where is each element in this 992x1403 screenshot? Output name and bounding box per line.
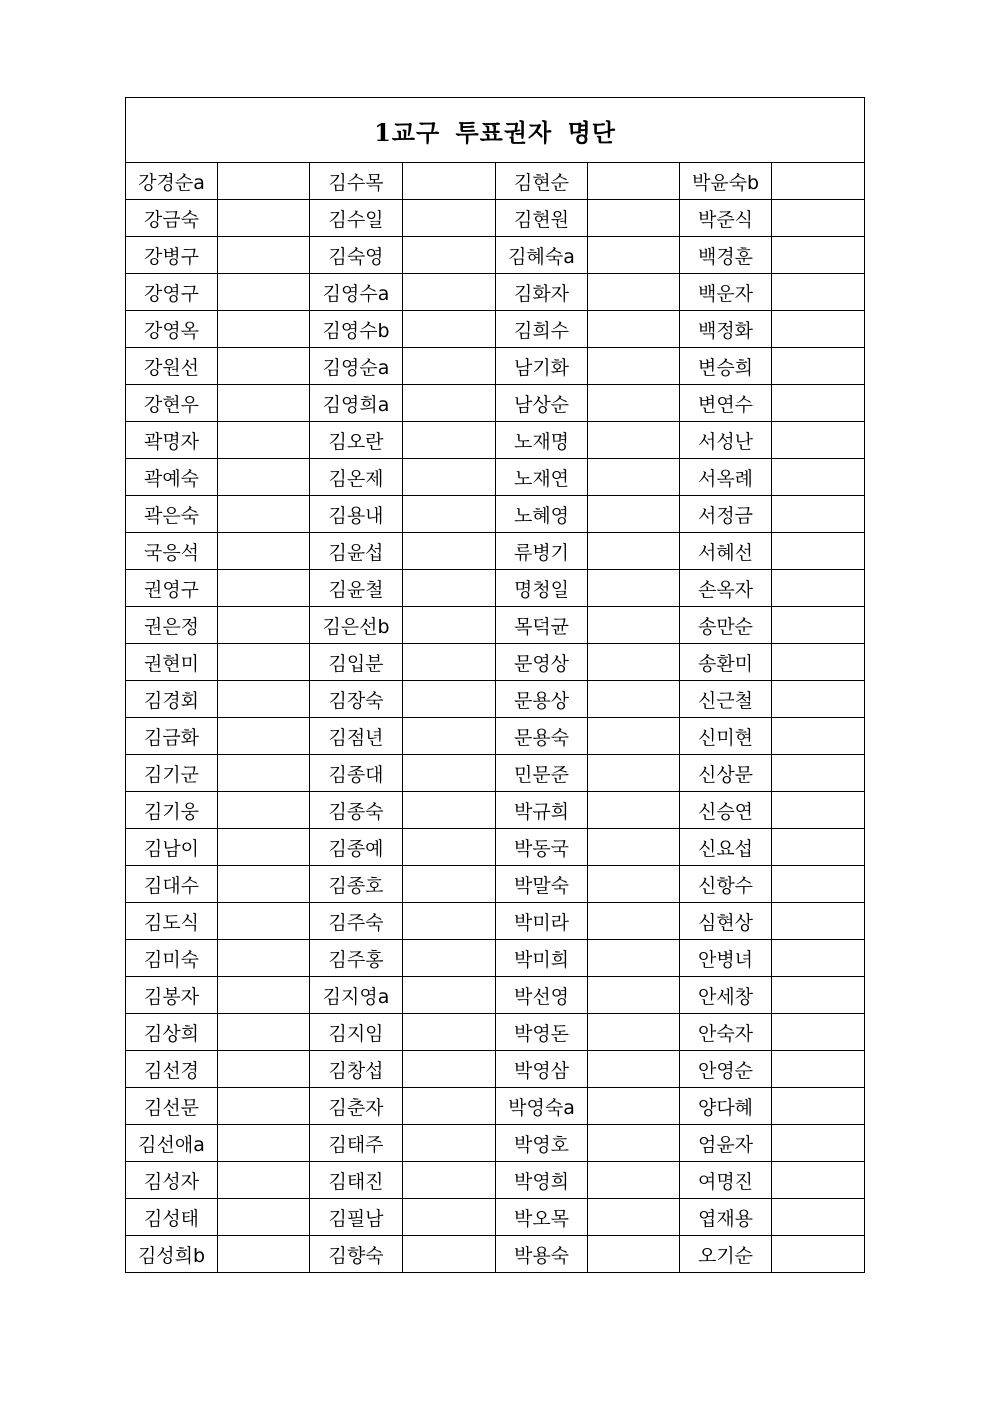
vote-mark-cell	[772, 348, 865, 385]
vote-mark-cell	[772, 681, 865, 718]
voter-name-cell: 김상희	[126, 1014, 218, 1051]
voter-name-cell: 강원선	[126, 348, 218, 385]
vote-mark-cell	[403, 570, 496, 607]
vote-mark-cell	[772, 1014, 865, 1051]
voter-name-cell: 엄윤자	[680, 1125, 772, 1162]
table-row	[126, 1014, 865, 1051]
voter-name-cell: 김영수b	[310, 311, 403, 348]
vote-mark-cell	[403, 607, 496, 644]
roster-title: 1교구 투표권자 명단	[126, 98, 865, 163]
voter-name-cell: 김대수	[126, 866, 218, 903]
vote-mark-cell	[218, 829, 310, 866]
vote-mark-cell	[772, 274, 865, 311]
table-row	[126, 533, 865, 570]
voter-name-cell: 김미숙	[126, 940, 218, 977]
voter-name-cell: 김윤철	[310, 570, 403, 607]
vote-mark-cell	[218, 1125, 310, 1162]
voter-name-cell: 김선경	[126, 1051, 218, 1088]
vote-mark-cell	[588, 940, 680, 977]
voter-name-cell: 서성난	[680, 422, 772, 459]
voter-name-cell: 오기순	[680, 1236, 772, 1273]
voter-name-cell: 문용숙	[496, 718, 588, 755]
voter-name-cell: 곽명자	[126, 422, 218, 459]
vote-mark-cell	[588, 755, 680, 792]
vote-mark-cell	[588, 459, 680, 496]
vote-mark-cell	[218, 1236, 310, 1273]
voter-name-cell: 김현원	[496, 200, 588, 237]
vote-mark-cell	[772, 1236, 865, 1273]
voter-name-cell: 민문준	[496, 755, 588, 792]
vote-mark-cell	[218, 940, 310, 977]
table-row	[126, 792, 865, 829]
vote-mark-cell	[403, 274, 496, 311]
voter-name-cell: 김주숙	[310, 903, 403, 940]
voter-name-cell: 김남이	[126, 829, 218, 866]
voter-name-cell: 안병녀	[680, 940, 772, 977]
voter-name-cell: 박동국	[496, 829, 588, 866]
table-row	[126, 311, 865, 348]
vote-mark-cell	[218, 1088, 310, 1125]
voter-name-cell: 엽재용	[680, 1199, 772, 1236]
voter-name-cell: 김종호	[310, 866, 403, 903]
voter-name-cell: 김성자	[126, 1162, 218, 1199]
vote-mark-cell	[588, 607, 680, 644]
voter-name-cell: 손옥자	[680, 570, 772, 607]
table-row	[126, 200, 865, 237]
vote-mark-cell	[772, 644, 865, 681]
voter-name-cell: 김태진	[310, 1162, 403, 1199]
table-row	[126, 755, 865, 792]
voter-name-cell: 문용상	[496, 681, 588, 718]
vote-mark-cell	[772, 1088, 865, 1125]
table-row	[126, 1051, 865, 1088]
vote-mark-cell	[772, 829, 865, 866]
vote-mark-cell	[772, 496, 865, 533]
voter-name-cell: 김도식	[126, 903, 218, 940]
vote-mark-cell	[588, 570, 680, 607]
vote-mark-cell	[588, 1236, 680, 1273]
vote-mark-cell	[588, 496, 680, 533]
vote-mark-cell	[403, 533, 496, 570]
voter-name-cell: 박규희	[496, 792, 588, 829]
voter-name-cell: 안세창	[680, 977, 772, 1014]
voter-name-cell: 남상순	[496, 385, 588, 422]
table-row	[126, 940, 865, 977]
vote-mark-cell	[218, 385, 310, 422]
vote-mark-cell	[588, 1125, 680, 1162]
voter-name-cell: 박미라	[496, 903, 588, 940]
vote-mark-cell	[772, 1125, 865, 1162]
voter-name-cell: 박영호	[496, 1125, 588, 1162]
table-row	[126, 1125, 865, 1162]
vote-mark-cell	[403, 718, 496, 755]
voter-name-cell: 김경회	[126, 681, 218, 718]
vote-mark-cell	[218, 1014, 310, 1051]
vote-mark-cell	[403, 200, 496, 237]
vote-mark-cell	[403, 348, 496, 385]
voter-name-cell: 김은선b	[310, 607, 403, 644]
vote-mark-cell	[403, 1051, 496, 1088]
vote-mark-cell	[588, 1088, 680, 1125]
voter-name-cell: 김기군	[126, 755, 218, 792]
vote-mark-cell	[403, 829, 496, 866]
vote-mark-cell	[588, 1051, 680, 1088]
vote-mark-cell	[218, 459, 310, 496]
voter-name-cell: 송환미	[680, 644, 772, 681]
voter-name-cell: 박용숙	[496, 1236, 588, 1273]
vote-mark-cell	[218, 163, 310, 200]
vote-mark-cell	[588, 866, 680, 903]
vote-mark-cell	[403, 422, 496, 459]
vote-mark-cell	[588, 422, 680, 459]
voter-name-cell: 김수목	[310, 163, 403, 200]
voter-name-cell: 김영순a	[310, 348, 403, 385]
voter-name-cell: 국응석	[126, 533, 218, 570]
vote-mark-cell	[588, 792, 680, 829]
vote-mark-cell	[403, 903, 496, 940]
voter-name-cell: 김수일	[310, 200, 403, 237]
voter-name-cell: 곽은숙	[126, 496, 218, 533]
vote-mark-cell	[403, 977, 496, 1014]
vote-mark-cell	[218, 200, 310, 237]
table-row	[126, 866, 865, 903]
vote-mark-cell	[218, 311, 310, 348]
vote-mark-cell	[218, 237, 310, 274]
voter-name-cell: 김지영a	[310, 977, 403, 1014]
voter-name-cell: 권은정	[126, 607, 218, 644]
vote-mark-cell	[772, 459, 865, 496]
voter-name-cell: 김영수a	[310, 274, 403, 311]
voter-name-cell: 김윤섭	[310, 533, 403, 570]
table-row	[126, 237, 865, 274]
vote-mark-cell	[403, 311, 496, 348]
vote-mark-cell	[588, 163, 680, 200]
voter-name-cell: 김혜숙a	[496, 237, 588, 274]
voter-name-cell: 명청일	[496, 570, 588, 607]
vote-mark-cell	[403, 755, 496, 792]
voter-name-cell: 김필남	[310, 1199, 403, 1236]
voter-name-cell: 김주홍	[310, 940, 403, 977]
table-row	[126, 681, 865, 718]
vote-mark-cell	[403, 1088, 496, 1125]
vote-mark-cell	[403, 237, 496, 274]
vote-mark-cell	[403, 385, 496, 422]
voter-name-cell: 남기화	[496, 348, 588, 385]
vote-mark-cell	[588, 1014, 680, 1051]
voter-name-cell: 박윤숙b	[680, 163, 772, 200]
voter-name-cell: 안영순	[680, 1051, 772, 1088]
voter-name-cell: 김화자	[496, 274, 588, 311]
vote-mark-cell	[772, 385, 865, 422]
vote-mark-cell	[403, 1014, 496, 1051]
vote-mark-cell	[772, 1199, 865, 1236]
vote-mark-cell	[772, 1162, 865, 1199]
voter-name-cell: 백경훈	[680, 237, 772, 274]
vote-mark-cell	[772, 718, 865, 755]
vote-mark-cell	[772, 792, 865, 829]
vote-mark-cell	[588, 200, 680, 237]
voter-name-cell: 김지임	[310, 1014, 403, 1051]
voter-name-cell: 강병구	[126, 237, 218, 274]
voter-name-cell: 김숙영	[310, 237, 403, 274]
voter-name-cell: 강영구	[126, 274, 218, 311]
vote-mark-cell	[588, 348, 680, 385]
table-row	[126, 570, 865, 607]
vote-mark-cell	[772, 200, 865, 237]
vote-mark-cell	[588, 385, 680, 422]
voter-name-cell: 안숙자	[680, 1014, 772, 1051]
vote-mark-cell	[588, 1162, 680, 1199]
voter-name-cell: 김선문	[126, 1088, 218, 1125]
roster-body	[126, 163, 865, 1273]
vote-mark-cell	[403, 496, 496, 533]
vote-mark-cell	[772, 607, 865, 644]
voter-name-cell: 서옥례	[680, 459, 772, 496]
table-row	[126, 348, 865, 385]
table-row	[126, 718, 865, 755]
table-row	[126, 459, 865, 496]
vote-mark-cell	[403, 1236, 496, 1273]
vote-mark-cell	[218, 533, 310, 570]
voter-name-cell: 김성태	[126, 1199, 218, 1236]
voter-name-cell: 김태주	[310, 1125, 403, 1162]
vote-mark-cell	[403, 459, 496, 496]
vote-mark-cell	[772, 940, 865, 977]
voter-name-cell: 김종예	[310, 829, 403, 866]
voter-name-cell: 곽예숙	[126, 459, 218, 496]
table-row	[126, 163, 865, 200]
voter-name-cell: 김봉자	[126, 977, 218, 1014]
table-row	[126, 496, 865, 533]
voter-name-cell: 백정화	[680, 311, 772, 348]
vote-mark-cell	[218, 681, 310, 718]
vote-mark-cell	[403, 792, 496, 829]
voter-name-cell: 권영구	[126, 570, 218, 607]
voter-name-cell: 김영희a	[310, 385, 403, 422]
voter-name-cell: 류병기	[496, 533, 588, 570]
voter-name-cell: 서정금	[680, 496, 772, 533]
vote-mark-cell	[588, 829, 680, 866]
vote-mark-cell	[772, 755, 865, 792]
voter-name-cell: 노혜영	[496, 496, 588, 533]
voter-name-cell: 노재연	[496, 459, 588, 496]
vote-mark-cell	[218, 644, 310, 681]
voter-name-cell: 김종숙	[310, 792, 403, 829]
voter-roster-table	[125, 97, 865, 1273]
vote-mark-cell	[588, 681, 680, 718]
table-row	[126, 385, 865, 422]
table-row	[126, 1199, 865, 1236]
voter-name-cell: 신미현	[680, 718, 772, 755]
vote-mark-cell	[588, 237, 680, 274]
vote-mark-cell	[218, 755, 310, 792]
voter-name-cell: 박영희	[496, 1162, 588, 1199]
voter-name-cell: 여명진	[680, 1162, 772, 1199]
voter-name-cell: 김춘자	[310, 1088, 403, 1125]
voter-name-cell: 강영옥	[126, 311, 218, 348]
voter-name-cell: 박오목	[496, 1199, 588, 1236]
voter-name-cell: 김성희b	[126, 1236, 218, 1273]
voter-name-cell: 강경순a	[126, 163, 218, 200]
vote-mark-cell	[772, 533, 865, 570]
vote-mark-cell	[403, 163, 496, 200]
vote-mark-cell	[218, 496, 310, 533]
table-row	[126, 829, 865, 866]
vote-mark-cell	[588, 311, 680, 348]
table-row	[126, 644, 865, 681]
vote-mark-cell	[588, 1199, 680, 1236]
voter-name-cell: 신요섭	[680, 829, 772, 866]
table-row	[126, 274, 865, 311]
vote-mark-cell	[403, 1125, 496, 1162]
voter-name-cell: 노재명	[496, 422, 588, 459]
vote-mark-cell	[772, 903, 865, 940]
vote-mark-cell	[403, 681, 496, 718]
vote-mark-cell	[772, 1051, 865, 1088]
vote-mark-cell	[772, 977, 865, 1014]
voter-name-cell: 변연수	[680, 385, 772, 422]
table-row	[126, 422, 865, 459]
voter-name-cell: 박영숙a	[496, 1088, 588, 1125]
vote-mark-cell	[403, 866, 496, 903]
vote-mark-cell	[218, 1051, 310, 1088]
voter-name-cell: 박준식	[680, 200, 772, 237]
voter-name-cell: 박영돈	[496, 1014, 588, 1051]
voter-name-cell: 문영상	[496, 644, 588, 681]
voter-name-cell: 김용내	[310, 496, 403, 533]
voter-name-cell: 신항수	[680, 866, 772, 903]
voter-name-cell: 변승희	[680, 348, 772, 385]
voter-name-cell: 신상문	[680, 755, 772, 792]
vote-mark-cell	[403, 1199, 496, 1236]
voter-name-cell: 김입분	[310, 644, 403, 681]
voter-name-cell: 김금화	[126, 718, 218, 755]
voter-name-cell: 김종대	[310, 755, 403, 792]
voter-name-cell: 송만순	[680, 607, 772, 644]
vote-mark-cell	[218, 570, 310, 607]
voter-name-cell: 신근철	[680, 681, 772, 718]
voter-name-cell: 김기웅	[126, 792, 218, 829]
voter-name-cell: 김향숙	[310, 1236, 403, 1273]
voter-name-cell: 박영삼	[496, 1051, 588, 1088]
table-row	[126, 1162, 865, 1199]
voter-name-cell: 김창섭	[310, 1051, 403, 1088]
vote-mark-cell	[218, 1162, 310, 1199]
vote-mark-cell	[218, 607, 310, 644]
voter-name-cell: 박선영	[496, 977, 588, 1014]
voter-name-cell: 김선애a	[126, 1125, 218, 1162]
voter-name-cell: 양다혜	[680, 1088, 772, 1125]
vote-mark-cell	[218, 274, 310, 311]
voter-name-cell: 김희수	[496, 311, 588, 348]
vote-mark-cell	[218, 977, 310, 1014]
voter-name-cell: 권현미	[126, 644, 218, 681]
vote-mark-cell	[218, 866, 310, 903]
vote-mark-cell	[772, 163, 865, 200]
vote-mark-cell	[588, 274, 680, 311]
vote-mark-cell	[588, 718, 680, 755]
vote-mark-cell	[218, 903, 310, 940]
vote-mark-cell	[403, 644, 496, 681]
voter-name-cell: 박미희	[496, 940, 588, 977]
voter-name-cell: 김온제	[310, 459, 403, 496]
table-row	[126, 607, 865, 644]
vote-mark-cell	[772, 570, 865, 607]
voter-name-cell: 김점년	[310, 718, 403, 755]
voter-name-cell: 서혜선	[680, 533, 772, 570]
vote-mark-cell	[218, 422, 310, 459]
vote-mark-cell	[218, 1199, 310, 1236]
voter-name-cell: 심현상	[680, 903, 772, 940]
voter-name-cell: 김장숙	[310, 681, 403, 718]
table-row	[126, 1088, 865, 1125]
voter-name-cell: 목덕균	[496, 607, 588, 644]
vote-mark-cell	[772, 866, 865, 903]
table-row	[126, 903, 865, 940]
vote-mark-cell	[218, 792, 310, 829]
vote-mark-cell	[588, 977, 680, 1014]
vote-mark-cell	[588, 903, 680, 940]
voter-name-cell: 김오란	[310, 422, 403, 459]
voter-name-cell: 강금숙	[126, 200, 218, 237]
voter-name-cell: 신승연	[680, 792, 772, 829]
vote-mark-cell	[588, 533, 680, 570]
vote-mark-cell	[218, 718, 310, 755]
voter-name-cell: 김현순	[496, 163, 588, 200]
vote-mark-cell	[403, 1162, 496, 1199]
vote-mark-cell	[772, 311, 865, 348]
table-row	[126, 1236, 865, 1273]
voter-name-cell: 강현우	[126, 385, 218, 422]
vote-mark-cell	[403, 940, 496, 977]
voter-name-cell: 박말숙	[496, 866, 588, 903]
voter-name-cell: 백운자	[680, 274, 772, 311]
vote-mark-cell	[218, 348, 310, 385]
vote-mark-cell	[772, 237, 865, 274]
vote-mark-cell	[588, 644, 680, 681]
vote-mark-cell	[772, 422, 865, 459]
table-row	[126, 977, 865, 1014]
